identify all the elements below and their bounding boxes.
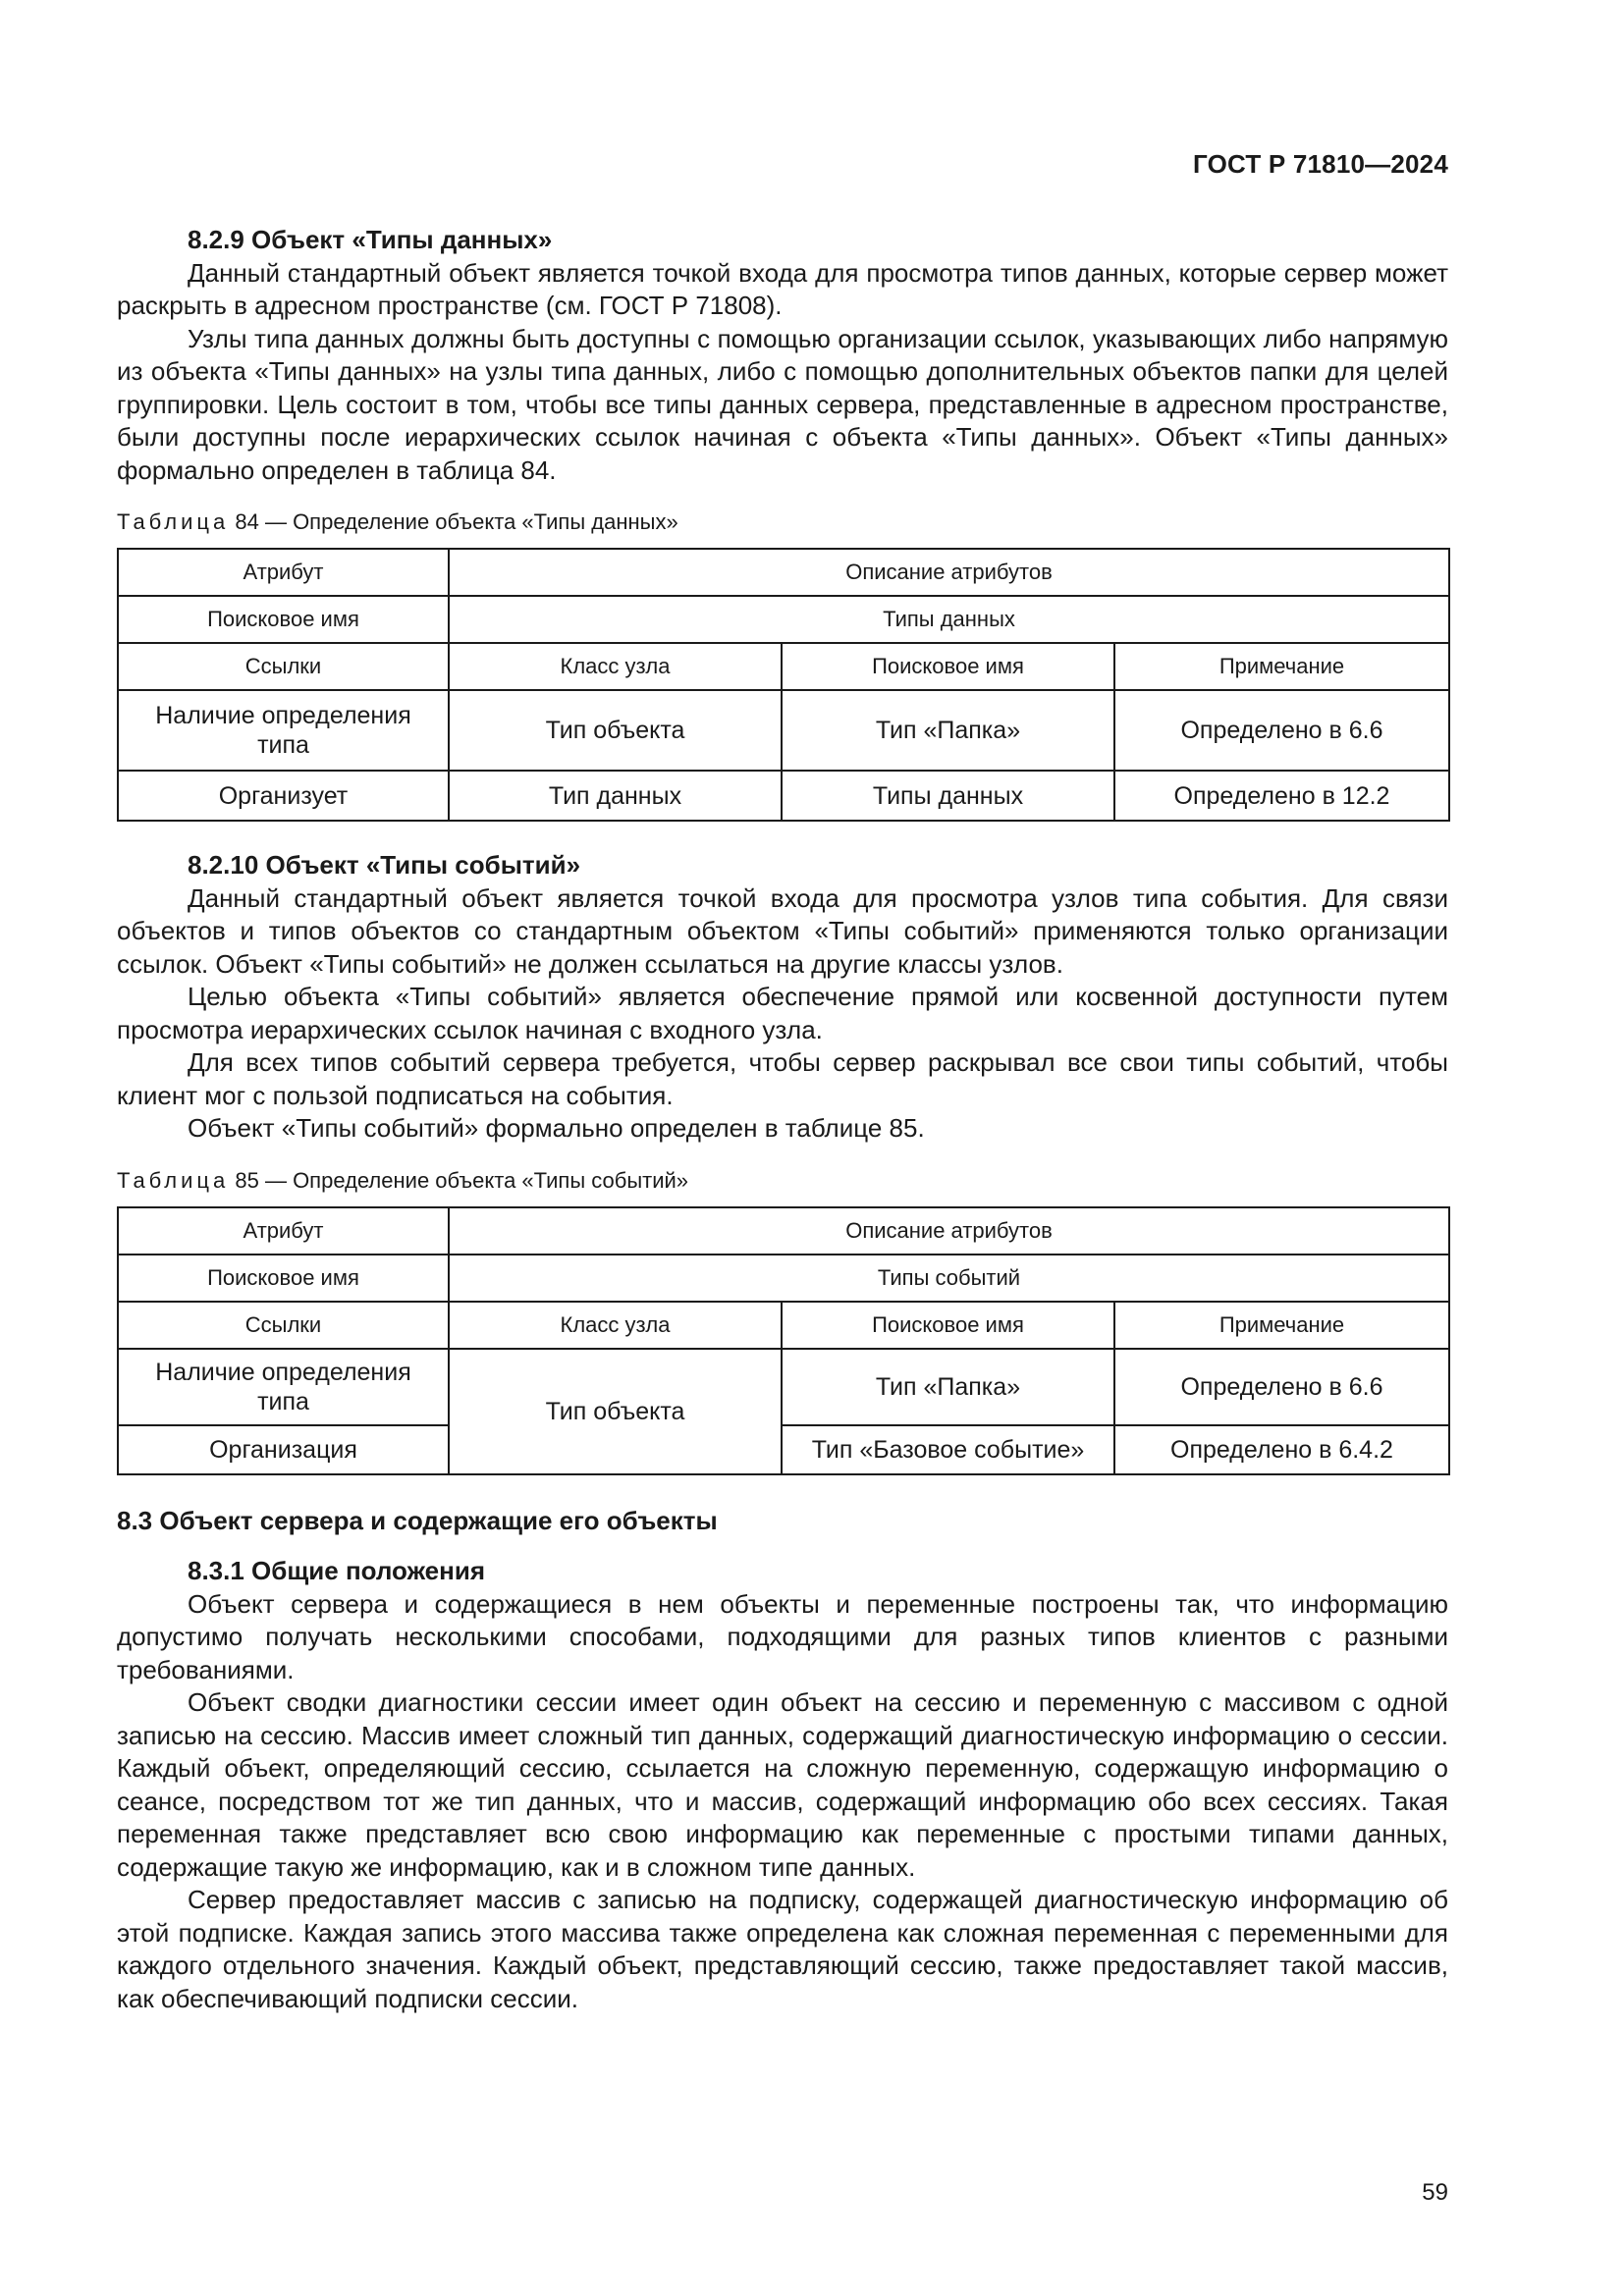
table-cell: Типы данных	[782, 771, 1114, 821]
table-cell: Организация	[118, 1425, 449, 1474]
table-row	[118, 1302, 1449, 1349]
table-cell: Атрибут	[118, 549, 449, 596]
table-row	[118, 549, 1449, 596]
table-cell: Определено в 12.2	[1114, 771, 1449, 821]
table-cell: Организует	[118, 771, 449, 821]
caption-word: Таблица	[117, 509, 230, 534]
paragraph: Для всех типов событий сервера требуется, чтобы сервер раскрывал все свои типы событий, чтобы клиент мог с пользой подписаться на события.	[117, 1047, 1448, 1110]
table-row	[118, 771, 1449, 821]
table-cell: Определено в 6.4.2	[1114, 1425, 1449, 1474]
table-cell: Тип «Папка»	[782, 1349, 1114, 1425]
paragraph: Узлы типа данных должны быть доступны с помощью организации ссылок, указывающих либо напрямую из объекта «Типы данных» на узлы типа данных, либо с помощью дополнительных объектов папки для целей группировки. Цель состоит в том, чтобы все типы данных сервера, представленные в адресном пространстве, были доступны после иерархических ссылок начиная с объекта «Типы данных». Объект «Типы данных» формально определен в таблица 84.	[117, 323, 1448, 485]
table-cell: Тип объекта	[449, 1349, 782, 1474]
table-cell: Наличие определения типа	[118, 1349, 449, 1425]
caption-text: 84 — Определение объекта «Типы данных»	[229, 509, 678, 534]
table-cell: Примечание	[1114, 643, 1449, 690]
table-cell: Атрибут	[118, 1207, 449, 1255]
document-id: ГОСТ Р 71810—2024	[1193, 149, 1448, 179]
table-cell: Определено в 6.6	[1114, 690, 1449, 771]
table-cell: Ссылки	[118, 1302, 449, 1349]
paragraph: Объект «Типы событий» формально определен в таблице 85.	[188, 1113, 925, 1143]
section-heading-8-3-1: 8.3.1 Общие положения	[188, 1556, 485, 1585]
page-content	[117, 224, 1448, 2015]
table-row	[118, 643, 1449, 690]
paragraph: Объект сервера и содержащиеся в нем объекты и переменные построены так, что информацию допустимо получать несколькими способами, подходящими для разных типов клиентов с разными требованиями.	[117, 1588, 1448, 1684]
table-cell: Примечание	[1114, 1302, 1449, 1349]
table-cell: Наличие определения типа	[118, 690, 449, 771]
table-cell: Определено в 6.6	[1114, 1349, 1449, 1425]
paragraph: Сервер предоставляет массив с записью на подписку, содержащей диагностическую информацию об этой подписке. Каждая запись этого массива также определена как сложная переменная с переменными для каждого отдельного значения. Каждый объект, представляющий сессию, также предоставляет такой массив, как обеспечивающий подписки сессии.	[117, 1885, 1448, 2013]
paragraph: Объект сводки диагностики сессии имеет один объект на сессию и переменную с массивом с одной записью на сессию. Массив имеет сложный тип данных, содержащий диагностическую информацию о сессии. Каждый объект, определяющий сессию, ссылается на сложную переменную, содержащую информацию о сеансе, посредством тот же тип данных, что и массив, содержащий информацию обо всех сессиях. Такая переменная также представляет всю свою информацию как переменные с простыми типами данных, содержащие такую же информацию, как и в сложном типе данных.	[117, 1687, 1448, 1882]
table-row	[118, 1425, 1449, 1474]
section-heading-8-2-10: 8.2.10 Объект «Типы событий»	[188, 850, 581, 880]
table-cell: Тип «Папка»	[782, 690, 1114, 771]
table-cell: Ссылки	[118, 643, 449, 690]
table-cell: Поисковое имя	[118, 596, 449, 643]
table-84	[117, 548, 1450, 822]
caption-text: 85 — Определение объекта «Типы событий»	[229, 1167, 689, 1193]
table-cell: Поисковое имя	[782, 1302, 1114, 1349]
table-cell: Описание атрибутов	[449, 549, 1449, 596]
paragraph: Данный стандартный объект является точкой входа для просмотра узлов типа события. Для связи объектов и типов объектов со стандартным объектом «Типы событий» применяются только организации ссылок. Объект «Типы событий» не должен ссылаться на другие классы узлов.	[117, 882, 1448, 979]
table-cell: Тип «Базовое событие»	[782, 1425, 1114, 1474]
section-heading-8-2-9: 8.2.9 Объект «Типы данных»	[188, 225, 553, 254]
paragraph: Данный стандартный объект является точкой входа для просмотра типов данных, которые сервер может раскрыть в адресном пространстве (см. ГОСТ Р 71808).	[117, 257, 1448, 320]
table-row	[118, 1207, 1449, 1255]
table-cell: Описание атрибутов	[449, 1207, 1449, 1255]
table-row	[118, 596, 1449, 643]
paragraph: Целью объекта «Типы событий» является обеспечение прямой или косвенной доступности путем просмотра иерархических ссылок начиная с входного узла.	[117, 982, 1448, 1044]
table-cell: Класс узла	[449, 1302, 782, 1349]
spacer	[117, 1537, 1448, 1555]
table-cell: Тип данных	[449, 771, 782, 821]
table-cell: Класс узла	[449, 643, 782, 690]
section-heading-8-3: 8.3 Объект сервера и содержащие его объекты	[117, 1505, 718, 1535]
page-number: 59	[1422, 2179, 1448, 2206]
table-cell: Поисковое имя	[118, 1255, 449, 1302]
table-caption-84	[117, 508, 1448, 536]
caption-word: Таблица	[117, 1167, 230, 1193]
table-row	[118, 690, 1449, 771]
table-cell: Типы событий	[449, 1255, 1449, 1302]
table-85	[117, 1206, 1450, 1475]
table-cell: Поисковое имя	[782, 643, 1114, 690]
table-row	[118, 1349, 1449, 1425]
table-cell: Типы данных	[449, 596, 1449, 643]
table-cell: Тип объекта	[449, 690, 782, 771]
table-row	[118, 1255, 1449, 1302]
table-caption-85	[117, 1167, 1448, 1195]
